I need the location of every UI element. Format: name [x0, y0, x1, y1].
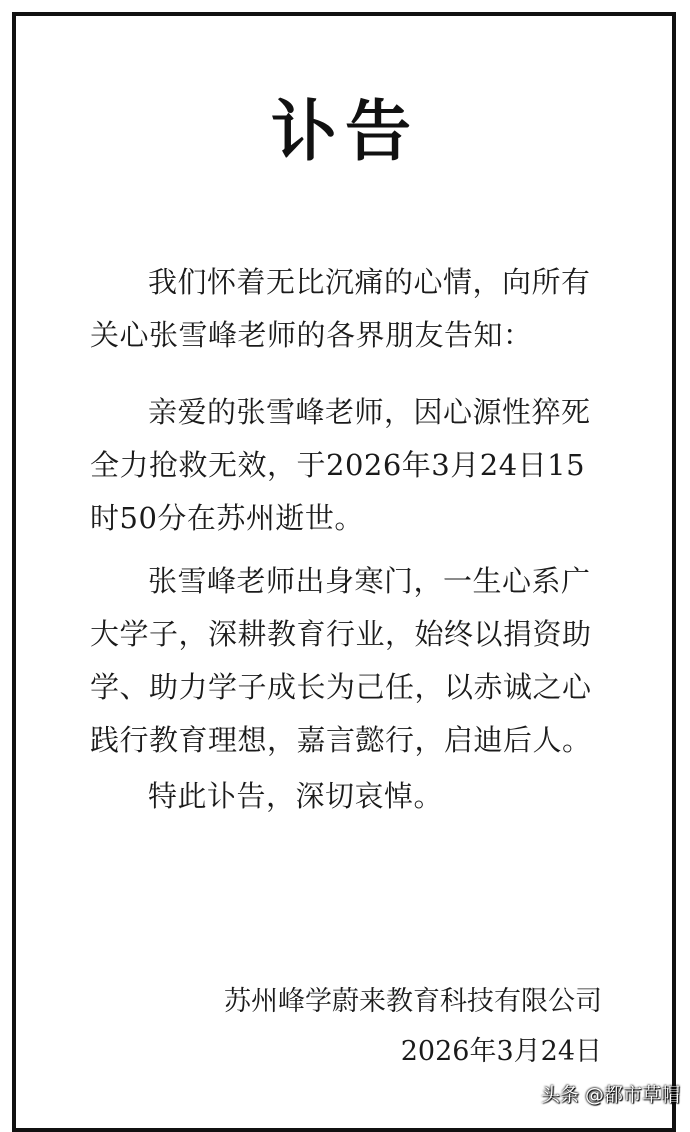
- notice-date: 2026年3月24日: [400, 1036, 602, 1067]
- notice-paragraph-2: 亲爱的张雪峰老师，因心源性猝死全力抢救无效，于2026年3月24日15时50分在苏州逝世。: [90, 395, 591, 535]
- issuing-organization: 苏州峰学蔚来教育科技有限公司: [224, 986, 602, 1017]
- notice-paragraph-1: 我们怀着无比沉痛的心情，向所有关心张雪峰老师的各界朋友告知：: [90, 265, 591, 352]
- notice-paragraph-3: 张雪峰老师出身寒门，一生心系广大学子，深耕教育行业，始终以捐资助学、助力学子成长为己任，以赤诚之心践行教育理想，嘉言懿行，启迪后人。: [90, 564, 592, 757]
- notice-title: 讣告: [271, 93, 419, 170]
- source-watermark: 头条 @都市草帽: [540, 1084, 680, 1106]
- notice-paragraph-4: 特此讣告，深切哀悼。: [148, 779, 444, 813]
